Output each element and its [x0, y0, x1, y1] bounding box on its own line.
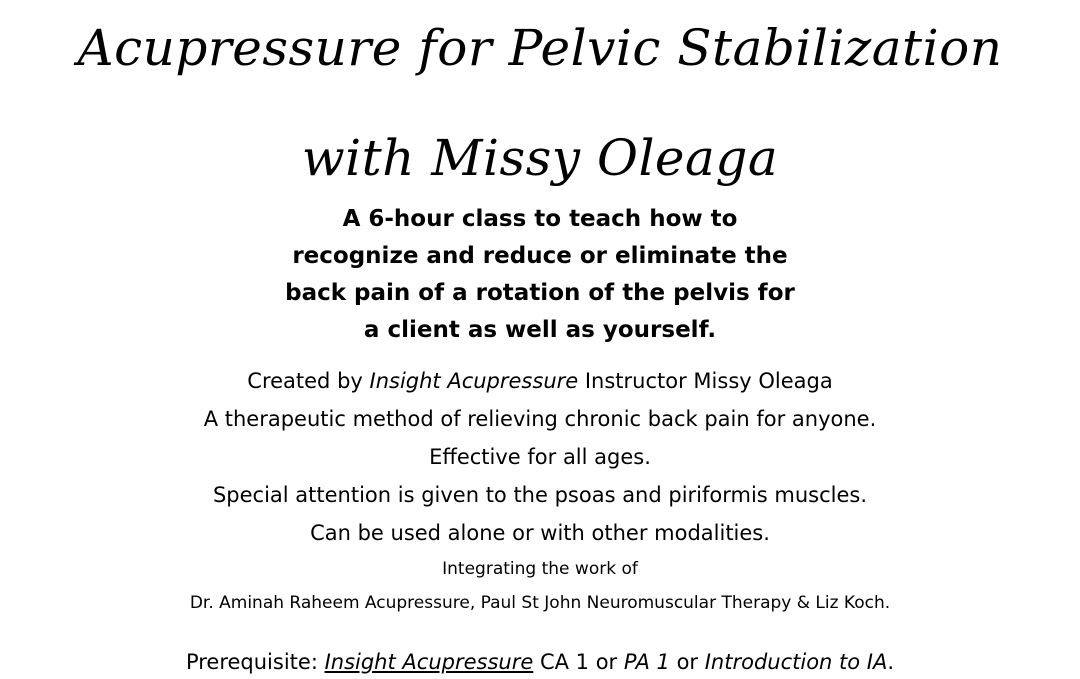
summary-line: back pain of a rotation of the pelvis for	[285, 280, 795, 306]
prerequisite-or: or	[669, 650, 705, 674]
page-title-line-1: Acupressure for Pelvic Stabilization	[77, 19, 1003, 77]
prerequisite-pa: PA 1	[623, 650, 670, 674]
prerequisite-end: .	[887, 650, 895, 674]
prerequisite-line	[0, 645, 1080, 679]
created-prefix: Created by	[247, 369, 370, 393]
detail-line: Can be used alone or with other modalities.	[310, 521, 770, 545]
class-summary	[0, 201, 1080, 349]
summary-line: recognize and reduce or eliminate the	[292, 243, 788, 269]
detail-line: Effective for all ages.	[429, 445, 651, 469]
prerequisite-brand-link[interactable]: Insight Acupressure	[324, 650, 534, 674]
integration-intro: Integrating the work of	[442, 559, 638, 579]
prerequisite-intro: Introduction to IA	[704, 650, 888, 674]
integration-note	[0, 552, 1080, 620]
class-details	[0, 362, 1080, 552]
detail-line: A therapeutic method of relieving chronic back pain for anyone.	[203, 407, 877, 431]
summary-line: A 6-hour class to teach how to	[342, 206, 738, 232]
detail-line: Special attention is given to the psoas and piriformis muscles.	[212, 483, 868, 507]
created-suffix: Instructor Missy Oleaga	[578, 369, 833, 393]
page-title-line-2: with Missy Oleaga	[301, 129, 779, 187]
prerequisite-label: Prerequisite:	[185, 650, 325, 674]
prerequisite-or: or	[589, 650, 624, 674]
integration-names: Dr. Aminah Raheem Acupressure, Paul St John Neuromuscular Therapy & Liz Koch.	[189, 593, 891, 613]
created-brand: Insight Acupressure	[369, 369, 579, 393]
prerequisite-ca: CA 1	[533, 650, 590, 674]
created-by-line	[0, 362, 1080, 400]
summary-line: a client as well as yourself.	[363, 317, 717, 343]
